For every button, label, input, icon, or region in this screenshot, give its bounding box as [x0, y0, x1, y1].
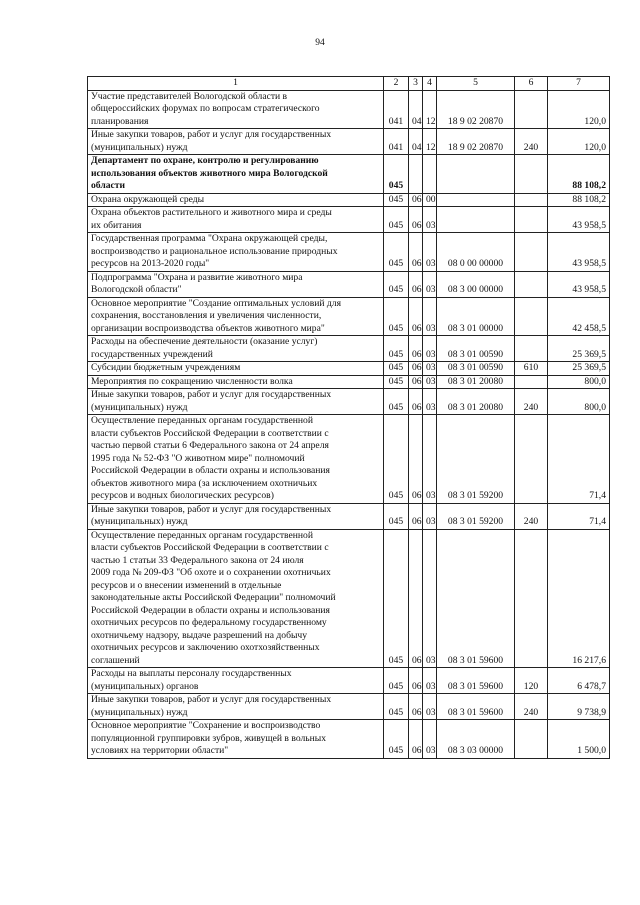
row-name: Расходы на выплаты персоналу государственных (муниципальных) органов [88, 668, 384, 694]
table-row [88, 415, 610, 504]
row-subsection-code: 03 [423, 415, 437, 504]
row-section-code: 06 [409, 529, 423, 668]
row-name: Охрана объектов растительного и животного мира и среды их обитания [88, 207, 384, 233]
row-section-code [409, 155, 423, 194]
column-header-ministry: 2 [384, 77, 409, 91]
row-name: Участие представителей Вологодской области в общероссийских форумах по вопросам стратегического планирования [88, 90, 384, 129]
row-subsection-code: 03 [423, 529, 437, 668]
row-section-code: 06 [409, 503, 423, 529]
row-section-code: 06 [409, 694, 423, 720]
row-ministry-code: 045 [384, 193, 409, 207]
row-expense-type: 120 [515, 668, 548, 694]
row-amount: 43 958,5 [548, 271, 610, 297]
row-target-article: 08 3 01 59200 [437, 415, 515, 504]
table-row [88, 129, 610, 155]
table-row [88, 720, 610, 759]
row-target-article: 08 3 03 00000 [437, 720, 515, 759]
row-subsection-code: 03 [423, 375, 437, 389]
table-body [88, 90, 610, 758]
row-amount: 88 108,2 [548, 155, 610, 194]
row-expense-type [515, 529, 548, 668]
column-header-expense-type: 6 [515, 77, 548, 91]
table-header-row [88, 77, 610, 91]
row-expense-type: 610 [515, 362, 548, 376]
row-name: Основное мероприятие "Сохранение и воспроизводство популяционной группировки зубров, живущей в вольных условиях на территории области" [88, 720, 384, 759]
row-ministry-code: 045 [384, 297, 409, 336]
row-amount: 25 369,5 [548, 362, 610, 376]
row-name: Субсидии бюджетным учреждениям [88, 362, 384, 376]
row-section-code: 06 [409, 207, 423, 233]
row-section-code: 06 [409, 297, 423, 336]
row-subsection-code: 03 [423, 668, 437, 694]
row-expense-type [515, 207, 548, 233]
table-row [88, 207, 610, 233]
table-row [88, 271, 610, 297]
row-expense-type [515, 271, 548, 297]
row-ministry-code: 045 [384, 694, 409, 720]
row-target-article [437, 207, 515, 233]
row-ministry-code: 045 [384, 375, 409, 389]
row-name: Охрана окружающей среды [88, 193, 384, 207]
row-section-code: 06 [409, 233, 423, 272]
row-subsection-code: 03 [423, 297, 437, 336]
row-subsection-code: 03 [423, 694, 437, 720]
row-target-article: 08 3 01 20080 [437, 389, 515, 415]
row-name: Иные закупки товаров, работ и услуг для государственных (муниципальных) нужд [88, 389, 384, 415]
row-amount: 9 738,9 [548, 694, 610, 720]
table-row [88, 389, 610, 415]
row-expense-type [515, 90, 548, 129]
row-ministry-code: 045 [384, 415, 409, 504]
row-expense-type: 240 [515, 129, 548, 155]
row-subsection-code: 00 [423, 193, 437, 207]
row-amount: 88 108,2 [548, 193, 610, 207]
row-name: Основное мероприятие "Создание оптимальных условий для сохранения, восстановления и увеличения численности, организации воспроизводства объектов животного мира" [88, 297, 384, 336]
row-ministry-code: 045 [384, 389, 409, 415]
row-target-article: 08 3 01 00590 [437, 336, 515, 362]
row-ministry-code: 045 [384, 271, 409, 297]
row-section-code: 06 [409, 271, 423, 297]
row-target-article: 08 3 01 00590 [437, 362, 515, 376]
row-target-article [437, 193, 515, 207]
column-header-target-article: 5 [437, 77, 515, 91]
row-section-code: 06 [409, 375, 423, 389]
row-amount: 71,4 [548, 503, 610, 529]
row-section-code: 06 [409, 336, 423, 362]
row-target-article: 08 3 00 00000 [437, 271, 515, 297]
row-expense-type [515, 233, 548, 272]
row-target-article: 18 9 02 20870 [437, 129, 515, 155]
table-row [88, 193, 610, 207]
row-subsection-code: 03 [423, 720, 437, 759]
row-target-article: 18 9 02 20870 [437, 90, 515, 129]
row-expense-type [515, 720, 548, 759]
row-section-code: 06 [409, 362, 423, 376]
row-ministry-code: 045 [384, 503, 409, 529]
row-target-article: 08 3 01 20080 [437, 375, 515, 389]
row-ministry-code: 045 [384, 720, 409, 759]
row-expense-type [515, 155, 548, 194]
row-expense-type [515, 193, 548, 207]
column-header-section: 3 [409, 77, 423, 91]
row-ministry-code: 045 [384, 362, 409, 376]
row-section-code: 04 [409, 90, 423, 129]
row-ministry-code: 045 [384, 207, 409, 233]
row-target-article: 08 3 01 59600 [437, 668, 515, 694]
row-name: Осуществление переданных органам государственной власти субъектов Российской Федерации в соответствии с частью первой статьи 6 Федерального закона от 24 апреля 1995 года № 52-ФЗ "О животном мире" полномочий Российской Федерации в области охраны и использования объектов животного мира (за исключением охотничьих ресурсов и водных биологических ресурсов) [88, 415, 384, 504]
row-subsection-code: 03 [423, 389, 437, 415]
table-row [88, 297, 610, 336]
row-name: Мероприятия по сокращению численности волка [88, 375, 384, 389]
row-name: Иные закупки товаров, работ и услуг для государственных (муниципальных) нужд [88, 129, 384, 155]
page-number: 94 [315, 38, 325, 48]
row-amount: 71,4 [548, 415, 610, 504]
row-expense-type: 240 [515, 503, 548, 529]
row-amount: 120,0 [548, 90, 610, 129]
row-amount: 800,0 [548, 389, 610, 415]
row-target-article: 08 0 00 00000 [437, 233, 515, 272]
row-amount: 1 500,0 [548, 720, 610, 759]
row-ministry-code: 041 [384, 90, 409, 129]
row-subsection-code: 03 [423, 336, 437, 362]
row-amount: 16 217,6 [548, 529, 610, 668]
table-row [88, 375, 610, 389]
row-amount: 42 458,5 [548, 297, 610, 336]
row-ministry-code: 041 [384, 129, 409, 155]
row-section-code: 04 [409, 129, 423, 155]
row-section-code: 06 [409, 193, 423, 207]
row-subsection-code: 03 [423, 233, 437, 272]
row-ministry-code: 045 [384, 529, 409, 668]
table-row [88, 694, 610, 720]
row-target-article: 08 3 01 59600 [437, 529, 515, 668]
row-name: Департамент по охране, контролю и регулированию использования объектов животного мира Вологодской области [88, 155, 384, 194]
column-header-subsection: 4 [423, 77, 437, 91]
row-name: Подпрограмма "Охрана и развитие животного мира Вологодской области" [88, 271, 384, 297]
row-name: Иные закупки товаров, работ и услуг для государственных (муниципальных) нужд [88, 694, 384, 720]
row-subsection-code: 03 [423, 207, 437, 233]
row-amount: 25 369,5 [548, 336, 610, 362]
row-ministry-code: 045 [384, 336, 409, 362]
column-header-name: 1 [88, 77, 384, 91]
table-row [88, 362, 610, 376]
table-row [88, 668, 610, 694]
row-section-code: 06 [409, 668, 423, 694]
row-amount: 120,0 [548, 129, 610, 155]
row-expense-type [515, 336, 548, 362]
row-target-article: 08 3 01 59600 [437, 694, 515, 720]
row-subsection-code [423, 155, 437, 194]
table-row [88, 90, 610, 129]
row-ministry-code: 045 [384, 233, 409, 272]
row-ministry-code: 045 [384, 668, 409, 694]
table-row [88, 155, 610, 194]
row-target-article: 08 3 01 00000 [437, 297, 515, 336]
row-section-code: 06 [409, 389, 423, 415]
row-amount: 800,0 [548, 375, 610, 389]
row-expense-type: 240 [515, 389, 548, 415]
table-row [88, 529, 610, 668]
row-section-code: 06 [409, 720, 423, 759]
table-row [88, 503, 610, 529]
row-amount: 6 478,7 [548, 668, 610, 694]
row-name: Иные закупки товаров, работ и услуг для государственных (муниципальных) нужд [88, 503, 384, 529]
row-ministry-code: 045 [384, 155, 409, 194]
row-subsection-code: 12 [423, 129, 437, 155]
row-expense-type [515, 297, 548, 336]
row-expense-type [515, 415, 548, 504]
row-section-code: 06 [409, 415, 423, 504]
table-row [88, 336, 610, 362]
row-name: Осуществление переданных органам государственной власти субъектов Российской Федерации в соответствии с частью 1 статьи 33 Федерального закона от 24 июля 2009 года № 209-ФЗ "Об охоте и о сохранении охотничьих ресурсов и о внесении изменений в отдельные законодательные акты Российской Федерации" полномочий Российской Федерации в области охраны и использования охотничьих ресурсов по федеральному государственному охотничьему надзору, выдаче разрешений на добычу охотничьих ресурсов и заключению охотхозяйственных соглашений [88, 529, 384, 668]
table-row [88, 233, 610, 272]
column-header-amount: 7 [548, 77, 610, 91]
row-subsection-code: 12 [423, 90, 437, 129]
row-target-article [437, 155, 515, 194]
row-amount: 43 958,5 [548, 233, 610, 272]
budget-table [87, 76, 610, 759]
row-subsection-code: 03 [423, 503, 437, 529]
row-name: Расходы на обеспечение деятельности (оказание услуг) государственных учреждений [88, 336, 384, 362]
row-amount: 43 958,5 [548, 207, 610, 233]
row-subsection-code: 03 [423, 362, 437, 376]
row-target-article: 08 3 01 59200 [437, 503, 515, 529]
row-subsection-code: 03 [423, 271, 437, 297]
row-expense-type: 240 [515, 694, 548, 720]
row-expense-type [515, 375, 548, 389]
row-name: Государственная программа "Охрана окружающей среды, воспроизводство и рациональное использование природных ресурсов на 2013-2020 годы" [88, 233, 384, 272]
